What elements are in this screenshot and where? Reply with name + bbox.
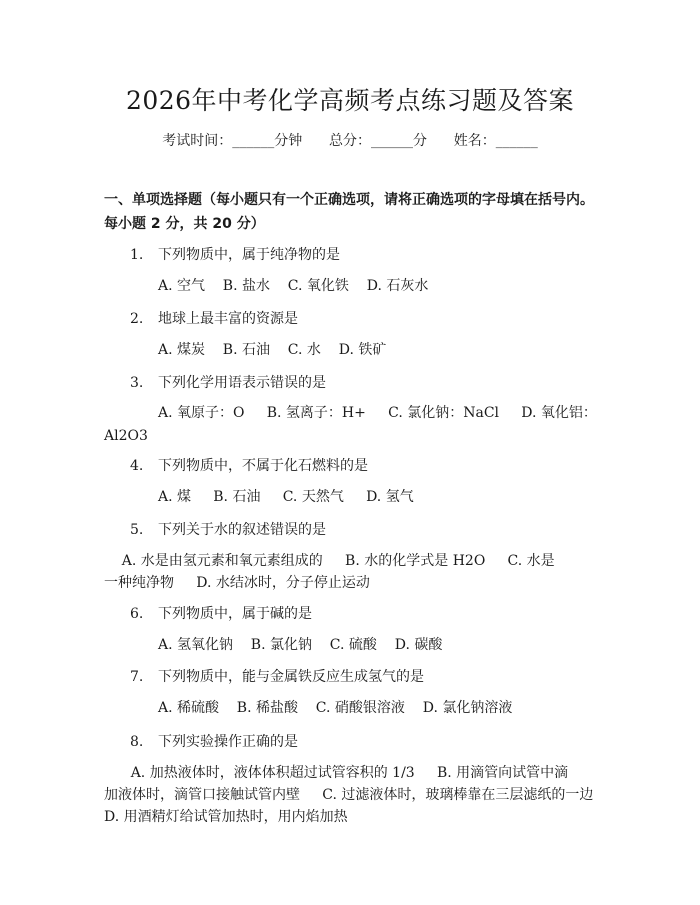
- question-7: [130, 667, 600, 687]
- question-2-options: A. 煤炭 B. 石油 C. 水 D. 铁矿: [158, 342, 387, 358]
- section-heading-line1: 一、单项选择题（每小题只有一个正确选项，请将正确选项的字母填在括号内。: [104, 192, 594, 208]
- question-stem: 地球上最丰富的资源是: [158, 311, 298, 327]
- question-1: [130, 245, 600, 265]
- question-8-options-line3: D. 用酒精灯给试管加热时，用内焰加热: [104, 809, 348, 825]
- question-7-options: A. 稀硫酸 B. 稀盐酸 C. 硝酸银溶液 D. 氯化钠溶液: [158, 700, 513, 716]
- question-8-options-line2: 加液体时，滴管口接触试管内壁 C. 过滤液体时，玻璃棒靠在三层滤纸的一边: [104, 787, 594, 803]
- question-number: 8.: [130, 734, 144, 750]
- question-number: 6.: [130, 606, 144, 622]
- question-8-options-line1: A. 加热液体时，液体体积超过试管容积的 1/3 B. 用滴管向试管中滴: [104, 765, 569, 781]
- question-3-options: A. 氧原子：O B. 氢离子：H+ C. 氯化钠：NaCl D. 氧化铝：: [158, 405, 597, 421]
- question-8: [130, 732, 600, 752]
- section-heading: [104, 188, 594, 236]
- question-stem: 下列实验操作正确的是: [158, 734, 298, 750]
- question-number: 7.: [130, 669, 144, 685]
- question-3-options-wrap: Al2O3: [104, 428, 148, 444]
- question-number: 2.: [130, 311, 144, 327]
- question-5: [130, 520, 600, 540]
- question-number: 3.: [130, 375, 144, 391]
- question-4-options: A. 煤 B. 石油 C. 天然气 D. 氢气: [158, 489, 414, 505]
- section-heading-line2: 每小题 2 分，共 20 分）: [104, 216, 265, 232]
- question-2: [130, 309, 600, 329]
- question-stem: 下列物质中，属于碱的是: [158, 606, 312, 622]
- question-number: 4.: [130, 458, 144, 474]
- question-5-options-line1: A. 水是由氢元素和氧元素组成的 B. 水的化学式是 H2O C. 水是: [104, 553, 555, 569]
- question-6: [130, 604, 600, 624]
- question-stem: 下列物质中，能与金属铁反应生成氢气的是: [158, 669, 424, 685]
- question-stem: 下列物质中，不属于化石燃料的是: [158, 458, 368, 474]
- question-1-options: A. 空气 B. 盐水 C. 氧化铁 D. 石灰水: [158, 278, 429, 294]
- question-number: 1.: [130, 247, 144, 263]
- question-number: 5.: [130, 522, 144, 538]
- exam-info-line: 考试时间：______分钟 总分：______分 姓名：______: [162, 133, 538, 149]
- question-5-options-line2: 一种纯净物 D. 水结冰时，分子停止运动: [104, 575, 370, 591]
- question-6-options: A. 氢氧化钠 B. 氯化钠 C. 硫酸 D. 碳酸: [158, 637, 443, 653]
- question-stem: 下列物质中，属于纯净物的是: [158, 247, 340, 263]
- question-4: [130, 456, 600, 476]
- question-stem: 下列关于水的叙述错误的是: [158, 522, 326, 538]
- page-title: 2026年中考化学高频考点练习题及答案: [125, 86, 575, 115]
- question-stem: 下列化学用语表示错误的是: [158, 375, 326, 391]
- question-3: [130, 373, 600, 393]
